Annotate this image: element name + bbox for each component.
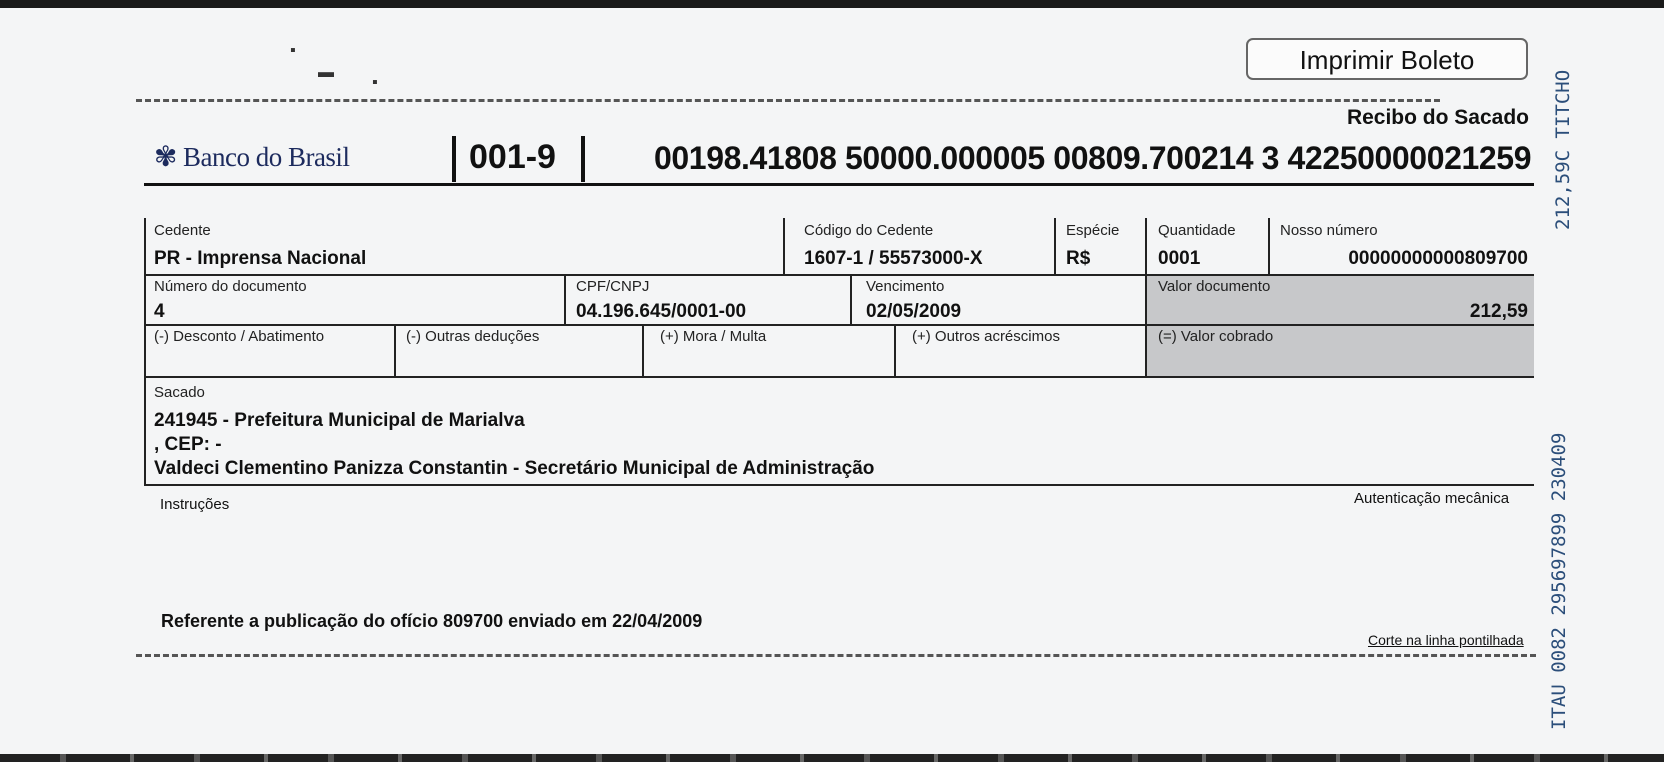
bank-name: Banco do Brasil (182, 142, 350, 172)
sacado-line-3: Valdeci Clementino Panizza Constantin - Secretário Municipal de Administração (154, 458, 875, 479)
especie-cell (1056, 218, 1146, 274)
scan-speck: ▪ (290, 42, 296, 59)
grid-line (564, 274, 566, 324)
numero-documento-cell (144, 276, 564, 324)
mora-multa-label: (+) Mora / Multa (660, 328, 767, 345)
quantidade-label: Quantidade (1158, 222, 1236, 239)
grid-line (783, 218, 785, 274)
sacado-line-2: , CEP: - (154, 434, 222, 455)
especie-value: R$ (1066, 248, 1091, 269)
cedente-cell (144, 218, 744, 274)
grid-line (642, 324, 644, 376)
outros-acrescimos-label: (+) Outros acréscimos (912, 328, 1060, 345)
outros-acrescimos-cell (896, 326, 1146, 376)
numero-documento-label: Número do documento (154, 278, 307, 295)
vencimento-label: Vencimento (866, 278, 945, 295)
codigo-cedente-cell (794, 218, 1054, 274)
grid-line (144, 376, 1534, 378)
top-dashed-cut-line (136, 99, 1440, 102)
referente-note: Referente a publicação do ofício 809700 enviado em 22/04/2009 (161, 611, 703, 631)
outras-deducoes-label: (-) Outras deduções (406, 328, 540, 345)
grid-line (144, 274, 1534, 276)
sacado-label: Sacado (154, 384, 205, 401)
bank-symbol-icon: ✾ (154, 140, 177, 173)
cpf-cnpj-label: CPF/CNPJ (576, 278, 650, 295)
vencimento-cell (856, 276, 1146, 324)
nosso-numero-label: Nosso número (1280, 222, 1378, 239)
cpf-cnpj-cell (566, 276, 836, 324)
grid-line (144, 484, 1534, 486)
valor-cobrado-cell (1148, 326, 1534, 376)
sacado-cell (144, 378, 1534, 486)
nosso-numero-cell (1270, 218, 1534, 274)
header-underline (144, 183, 1534, 186)
valor-cobrado-label: (=) Valor cobrado (1158, 328, 1274, 345)
sacado-line-1: 241945 - Prefeitura Municipal de Marialva (154, 410, 525, 431)
print-boleto-button[interactable]: Imprimir Boleto (1246, 38, 1528, 80)
valor-documento-value: 212,59 (1469, 301, 1528, 322)
side-stamp-top (1542, 30, 1622, 230)
desconto-label: (-) Desconto / Abatimento (154, 328, 325, 345)
quantidade-cell (1148, 218, 1268, 274)
banco-do-brasil-logo (154, 140, 349, 173)
cedente-label: Cedente (154, 222, 211, 239)
grid-line (1268, 218, 1270, 274)
mora-multa-cell (644, 326, 894, 376)
top-scan-edge (0, 0, 1664, 8)
stamp-bottom-text: ITAU 0082 295697899 230409 (1548, 432, 1570, 730)
linha-digitavel: 00198.41808 50000.000005 00809.700214 3 42250000021259 (654, 140, 1532, 176)
desconto-cell (144, 326, 384, 376)
grid-line (144, 218, 146, 486)
header-divider (452, 136, 456, 182)
vencimento-value: 02/05/2009 (866, 301, 962, 322)
codigo-cedente-value: 1607-1 / 55573000-X (804, 248, 983, 269)
stamp-top-text: 212,59C TITCHO (1552, 69, 1574, 230)
numero-documento-value: 4 (154, 301, 165, 322)
grid-line (1145, 218, 1147, 376)
codigo-cedente-label: Código do Cedente (804, 222, 934, 239)
especie-label: Espécie (1066, 222, 1120, 239)
cpf-cnpj-value: 04.196.645/0001-00 (576, 301, 747, 322)
instrucoes-label: Instruções (160, 496, 230, 513)
outras-deducoes-cell (396, 326, 632, 376)
grid-line (894, 324, 896, 376)
grid-line (1054, 218, 1056, 274)
bank-code: 001-9 (469, 138, 556, 176)
header-divider (581, 136, 585, 182)
grid-line (394, 324, 396, 376)
grid-line (144, 324, 1534, 326)
scan-speck: ▪ (372, 74, 378, 91)
scan-speck: ▬ (318, 64, 334, 81)
boleto-form (144, 218, 1534, 486)
corte-label: Corte na linha pontilhada (1368, 632, 1524, 648)
side-stamp-bottom (1542, 340, 1622, 740)
valor-documento-label: Valor documento (1158, 278, 1271, 295)
bottom-dashed-cut-line (136, 654, 1536, 657)
nosso-numero-value: 00000000000809700 (1348, 248, 1528, 269)
recibo-do-sacado-title: Recibo do Sacado (1346, 106, 1529, 129)
cedente-value: PR - Imprensa Nacional (154, 248, 367, 269)
autenticacao-mecanica-label: Autenticação mecânica (1354, 490, 1510, 507)
grid-line (850, 274, 852, 324)
quantidade-value: 0001 (1158, 248, 1201, 269)
boleto-header (144, 136, 1534, 184)
bottom-scan-edge (0, 754, 1664, 762)
valor-documento-cell (1148, 276, 1534, 324)
